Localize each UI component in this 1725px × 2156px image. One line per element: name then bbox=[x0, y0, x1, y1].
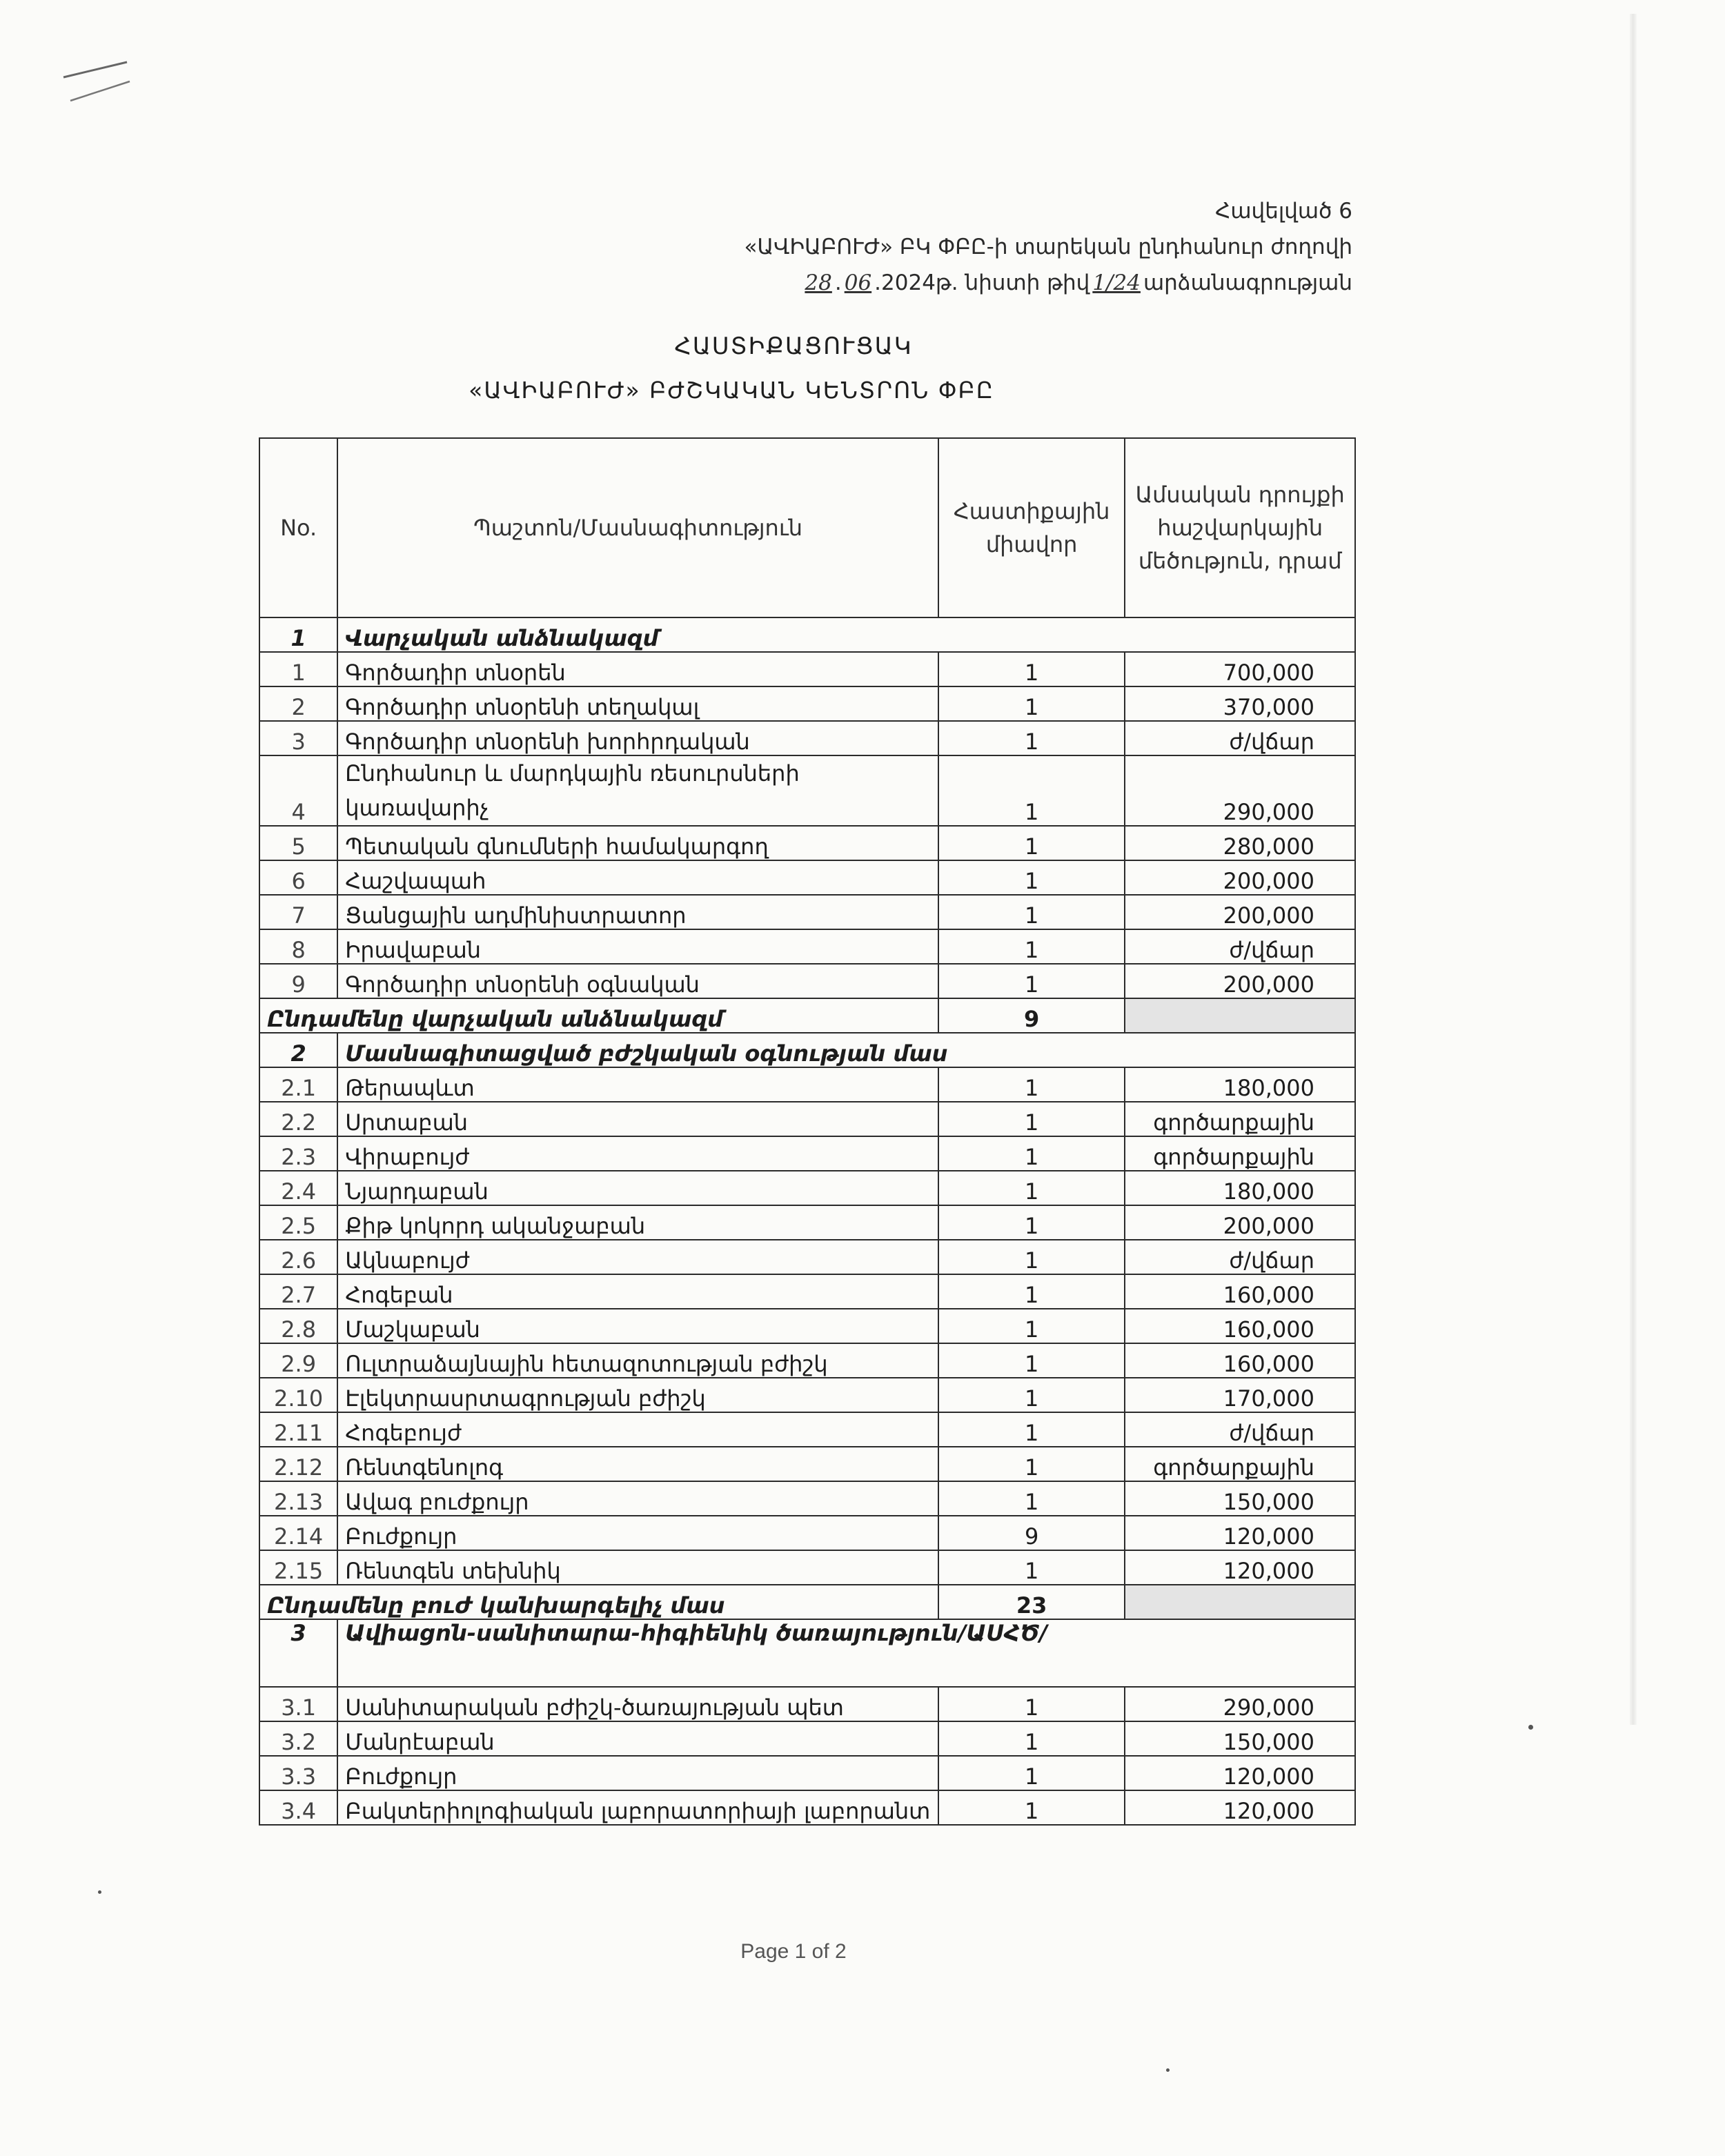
section-number: 2 bbox=[259, 1033, 337, 1067]
row-no: 3.1 bbox=[259, 1687, 337, 1721]
row-units: 1 bbox=[938, 1447, 1125, 1481]
section-row bbox=[259, 1033, 1355, 1067]
section-total-units: 23 bbox=[938, 1585, 1125, 1619]
row-no: 2.10 bbox=[259, 1378, 337, 1412]
row-units: 1 bbox=[938, 1378, 1125, 1412]
row-position: Նյարդաբան bbox=[337, 1171, 938, 1205]
row-no: 9 bbox=[259, 964, 337, 998]
row-salary: 700,000 bbox=[1125, 652, 1355, 686]
row-position: Էլեկտրասրտագրության բժիշկ bbox=[337, 1378, 938, 1412]
table-row bbox=[259, 1447, 1355, 1481]
scan-speck bbox=[98, 1890, 101, 1894]
row-salary: 120,000 bbox=[1125, 1550, 1355, 1585]
row-no: 2 bbox=[259, 686, 337, 721]
row-units: 1 bbox=[938, 1343, 1125, 1378]
handwritten-protocol-number: 1/24 bbox=[1092, 270, 1141, 295]
row-no: 2.12 bbox=[259, 1447, 337, 1481]
row-position: Մանրէաբան bbox=[337, 1721, 938, 1756]
row-no: 3 bbox=[259, 721, 337, 755]
section-total-label: Ընդամենը վարչական անձնակազմ bbox=[259, 998, 938, 1033]
annex-protocol-line: 28 . 06 .2024թ. նիստի թիվ 1/24 արձանագրության bbox=[802, 270, 1352, 295]
row-no: 2.15 bbox=[259, 1550, 337, 1585]
table-row bbox=[259, 1309, 1355, 1343]
row-no: 4 bbox=[259, 755, 337, 826]
section-number: 1 bbox=[259, 617, 337, 652]
row-units: 1 bbox=[938, 1102, 1125, 1136]
row-units: 1 bbox=[938, 1756, 1125, 1790]
row-salary: գործարքային bbox=[1125, 1136, 1355, 1171]
row-salary: 180,000 bbox=[1125, 1067, 1355, 1102]
row-units: 1 bbox=[938, 1790, 1125, 1825]
table-header-row bbox=[259, 438, 1355, 617]
row-units: 1 bbox=[938, 826, 1125, 860]
table-row bbox=[259, 1516, 1355, 1550]
row-position: Գործադիր տնօրենի խորհրդական bbox=[337, 721, 938, 755]
table-row bbox=[259, 1240, 1355, 1274]
table-row bbox=[259, 1102, 1355, 1136]
row-units: 1 bbox=[938, 860, 1125, 895]
row-units: 1 bbox=[938, 1550, 1125, 1585]
table-row bbox=[259, 964, 1355, 998]
annex-year-text: .2024թ. նիստի թիվ bbox=[874, 270, 1090, 295]
table-row bbox=[259, 1481, 1355, 1516]
row-position: Բուժքույր bbox=[337, 1516, 938, 1550]
row-no: 7 bbox=[259, 895, 337, 929]
row-units: 1 bbox=[938, 895, 1125, 929]
header-units: Հաստիքային միավոր bbox=[938, 438, 1125, 617]
row-no: 2.13 bbox=[259, 1481, 337, 1516]
section-total-row bbox=[259, 1585, 1355, 1619]
row-salary: 150,000 bbox=[1125, 1721, 1355, 1756]
row-units: 1 bbox=[938, 1721, 1125, 1756]
row-units: 1 bbox=[938, 1171, 1125, 1205]
annex-number: Հավելված 6 bbox=[1215, 199, 1352, 224]
row-position: Ռենտգեն տեխնիկ bbox=[337, 1550, 938, 1585]
row-no: 1 bbox=[259, 652, 337, 686]
table-row bbox=[259, 1687, 1355, 1721]
row-no: 2.7 bbox=[259, 1274, 337, 1309]
row-units: 1 bbox=[938, 755, 1125, 826]
section-total-salary-blank bbox=[1125, 1585, 1355, 1619]
organization-name: «ԱՎԻԱԲՈՒԺ» ԲԺՇԿԱԿԱՆ ԿԵՆՏՐՈՆ ՓԲԸ bbox=[469, 377, 994, 404]
row-units: 1 bbox=[938, 1309, 1125, 1343]
section-title: Մասնագիտացված բժշկական օգնության մաս bbox=[337, 1033, 1355, 1067]
row-position: Ակնաբույժ bbox=[337, 1240, 938, 1274]
row-salary: 150,000 bbox=[1125, 1481, 1355, 1516]
scan-edge-shadow bbox=[1630, 14, 1637, 1725]
table-row bbox=[259, 1721, 1355, 1756]
table-row bbox=[259, 1343, 1355, 1378]
row-salary: 280,000 bbox=[1125, 826, 1355, 860]
row-position: Գործադիր տնօրեն bbox=[337, 652, 938, 686]
row-salary: գործարքային bbox=[1125, 1447, 1355, 1481]
section-row bbox=[259, 1619, 1355, 1687]
section-number: 3 bbox=[259, 1619, 337, 1687]
annex-protocol-text: արձանագրության bbox=[1143, 270, 1352, 295]
row-units: 9 bbox=[938, 1516, 1125, 1550]
row-no: 2.3 bbox=[259, 1136, 337, 1171]
header-position: Պաշտոն/Մասնագիտություն bbox=[337, 438, 938, 617]
section-row bbox=[259, 617, 1355, 652]
row-position: Պետական գնումների համակարգող bbox=[337, 826, 938, 860]
row-salary: 200,000 bbox=[1125, 1205, 1355, 1240]
section-total-label: Ընդամենը բուժ կանխարգելիչ մաս bbox=[259, 1585, 938, 1619]
row-position: Հաշվապահ bbox=[337, 860, 938, 895]
row-position: Թերապևտ bbox=[337, 1067, 938, 1102]
row-position: Գործադիր տնօրենի օգնական bbox=[337, 964, 938, 998]
row-units: 1 bbox=[938, 686, 1125, 721]
row-salary: 200,000 bbox=[1125, 895, 1355, 929]
table-row bbox=[259, 895, 1355, 929]
table-row bbox=[259, 1274, 1355, 1309]
row-salary: ժ/վճար bbox=[1125, 929, 1355, 964]
row-salary: 170,000 bbox=[1125, 1378, 1355, 1412]
section-title: Վարչական անձնակազմ bbox=[337, 617, 1355, 652]
row-units: 1 bbox=[938, 1205, 1125, 1240]
handwritten-month: 06 bbox=[844, 270, 872, 295]
row-position: Բուժքույր bbox=[337, 1756, 938, 1790]
row-salary: ժ/վճար bbox=[1125, 1240, 1355, 1274]
section-total-row bbox=[259, 998, 1355, 1033]
page-number: Page 1 of 2 bbox=[740, 1940, 847, 1963]
pen-mark-icon bbox=[61, 58, 137, 106]
row-no: 2.5 bbox=[259, 1205, 337, 1240]
table-row bbox=[259, 1136, 1355, 1171]
row-units: 1 bbox=[938, 1412, 1125, 1447]
row-no: 2.9 bbox=[259, 1343, 337, 1378]
row-salary: 120,000 bbox=[1125, 1790, 1355, 1825]
row-salary: 160,000 bbox=[1125, 1343, 1355, 1378]
row-position: Ուլտրաձայնային հետազոտության բժիշկ bbox=[337, 1343, 938, 1378]
row-salary: 290,000 bbox=[1125, 755, 1355, 826]
handwritten-day: 28 bbox=[805, 270, 832, 295]
row-units: 1 bbox=[938, 1274, 1125, 1309]
row-salary: գործարքային bbox=[1125, 1102, 1355, 1136]
section-total-salary-blank bbox=[1125, 998, 1355, 1033]
row-salary: 120,000 bbox=[1125, 1756, 1355, 1790]
table-row bbox=[259, 721, 1355, 755]
row-position: Ցանցային ադմինիստրատոր bbox=[337, 895, 938, 929]
row-position: Մաշկաբան bbox=[337, 1309, 938, 1343]
table-row bbox=[259, 1205, 1355, 1240]
row-no: 3.3 bbox=[259, 1756, 337, 1790]
row-salary: 160,000 bbox=[1125, 1274, 1355, 1309]
staff-schedule-table bbox=[259, 437, 1356, 1826]
row-no: 2.4 bbox=[259, 1171, 337, 1205]
row-no: 2.2 bbox=[259, 1102, 337, 1136]
row-units: 1 bbox=[938, 1240, 1125, 1274]
row-position: Իրավաբան bbox=[337, 929, 938, 964]
row-position: Սանիտարական բժիշկ-ծառայության պետ bbox=[337, 1687, 938, 1721]
row-salary: 160,000 bbox=[1125, 1309, 1355, 1343]
scan-speck bbox=[1528, 1725, 1533, 1730]
table-row bbox=[259, 1790, 1355, 1825]
header-salary: Ամսական դրույքի հաշվարկային մեծություն, դրամ bbox=[1125, 438, 1355, 617]
row-salary: 370,000 bbox=[1125, 686, 1355, 721]
row-salary: 200,000 bbox=[1125, 964, 1355, 998]
row-no: 2.1 bbox=[259, 1067, 337, 1102]
table-row bbox=[259, 1550, 1355, 1585]
row-units: 1 bbox=[938, 652, 1125, 686]
row-no: 6 bbox=[259, 860, 337, 895]
row-no: 3.4 bbox=[259, 1790, 337, 1825]
row-position: Գործադիր տնօրենի տեղակալ bbox=[337, 686, 938, 721]
row-no: 2.14 bbox=[259, 1516, 337, 1550]
row-salary: 180,000 bbox=[1125, 1171, 1355, 1205]
row-salary: ժ/վճար bbox=[1125, 721, 1355, 755]
row-position: Բակտերիոլոգիական լաբորատորիայի լաբորանտ bbox=[337, 1790, 938, 1825]
row-position: Հոգեբան bbox=[337, 1274, 938, 1309]
table-row bbox=[259, 1067, 1355, 1102]
table-row bbox=[259, 860, 1355, 895]
header-no: No. bbox=[259, 438, 337, 617]
row-no: 3.2 bbox=[259, 1721, 337, 1756]
row-units: 1 bbox=[938, 964, 1125, 998]
scan-speck bbox=[1166, 2068, 1170, 2072]
row-units: 1 bbox=[938, 929, 1125, 964]
table-row bbox=[259, 1756, 1355, 1790]
row-position: Ընդհանուր և մարդկային ռեսուրսների կառավարիչ bbox=[337, 755, 938, 826]
row-salary: ժ/վճար bbox=[1125, 1412, 1355, 1447]
row-no: 5 bbox=[259, 826, 337, 860]
table-row bbox=[259, 652, 1355, 686]
row-position: Քիթ կոկորդ ականջաբան bbox=[337, 1205, 938, 1240]
row-position: Ռենտգենոլոգ bbox=[337, 1447, 938, 1481]
row-no: 2.6 bbox=[259, 1240, 337, 1274]
row-position: Սրտաբան bbox=[337, 1102, 938, 1136]
row-no: 8 bbox=[259, 929, 337, 964]
row-no: 2.11 bbox=[259, 1412, 337, 1447]
row-position: Հոգեբույժ bbox=[337, 1412, 938, 1447]
table-row bbox=[259, 929, 1355, 964]
table-row bbox=[259, 1378, 1355, 1412]
table-row bbox=[259, 826, 1355, 860]
table-row bbox=[259, 686, 1355, 721]
row-salary: 290,000 bbox=[1125, 1687, 1355, 1721]
document-title: ՀԱՍՏԻՔԱՑՈՒՑԱԿ bbox=[674, 333, 913, 360]
table-row bbox=[259, 1171, 1355, 1205]
row-units: 1 bbox=[938, 1481, 1125, 1516]
row-position: Վիրաբույժ bbox=[337, 1136, 938, 1171]
row-no: 2.8 bbox=[259, 1309, 337, 1343]
row-units: 1 bbox=[938, 1136, 1125, 1171]
row-salary: 120,000 bbox=[1125, 1516, 1355, 1550]
section-title: Ավիացոն-սանիտարա-հիգիենիկ ծառայություն/ԱՍՀԾ/ bbox=[337, 1619, 1355, 1687]
row-units: 1 bbox=[938, 721, 1125, 755]
table-row bbox=[259, 1412, 1355, 1447]
row-units: 1 bbox=[938, 1067, 1125, 1102]
section-total-units: 9 bbox=[938, 998, 1125, 1033]
annex-meeting-line: «ԱՎԻԱԲՈՒԺ» ԲԿ ՓԲԸ-ի տարեկան ընդհանուր ժողովի bbox=[744, 235, 1352, 259]
row-position: Ավագ բուժքույր bbox=[337, 1481, 938, 1516]
row-salary: 200,000 bbox=[1125, 860, 1355, 895]
table-row bbox=[259, 755, 1355, 826]
row-units: 1 bbox=[938, 1687, 1125, 1721]
